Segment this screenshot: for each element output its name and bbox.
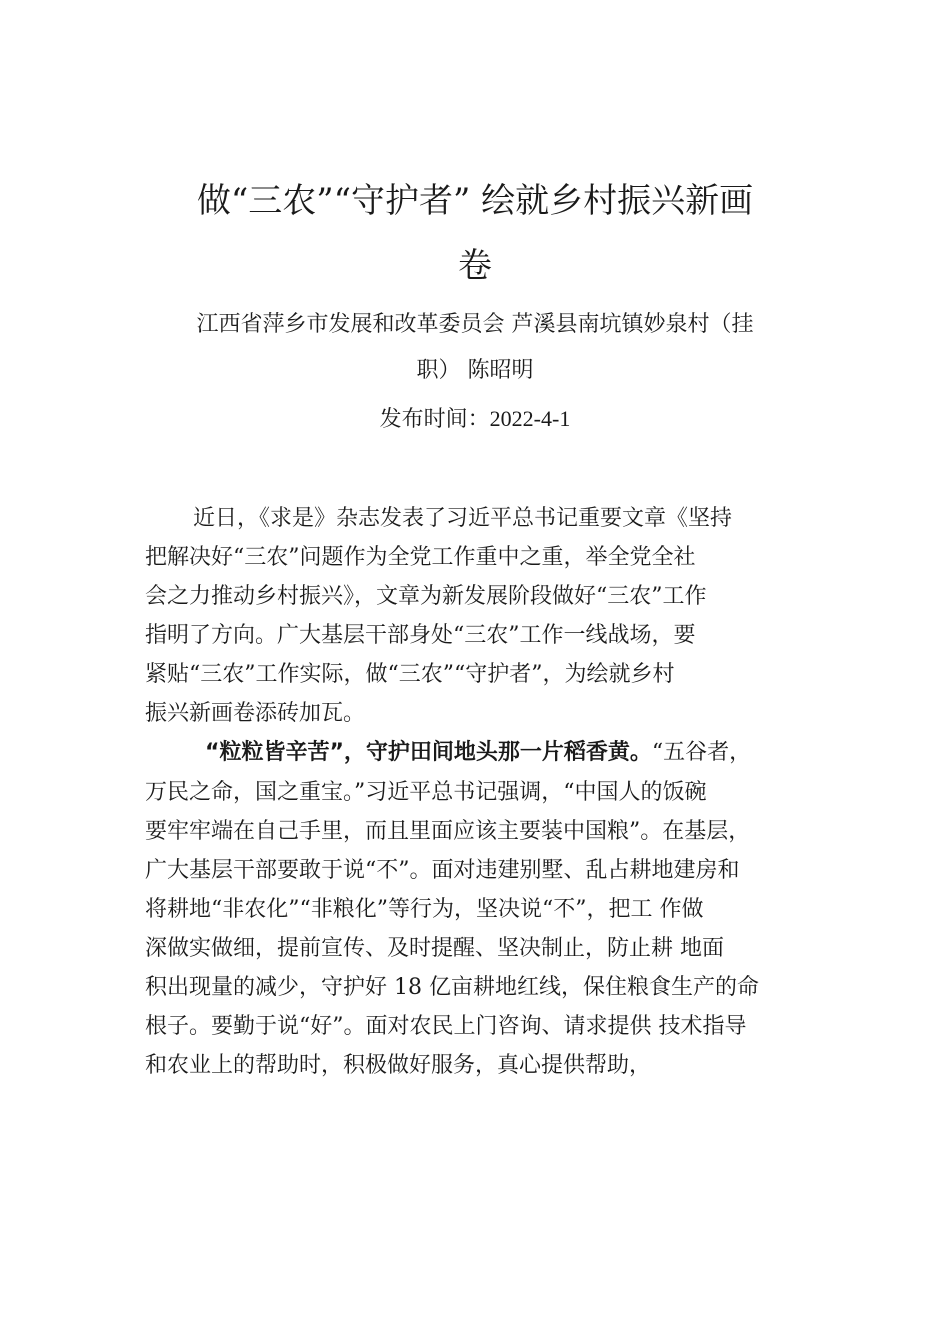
publish-date-label: 发布时间： [379,407,490,432]
paragraph-2-heading: “粒粒皆辛苦”，守护田间地头那一片稻香黄。 [205,740,652,765]
publish-date-value: 2022-4-1 [489,406,571,431]
paragraph-2-line-5: 将耕地“非农化”“非粮化”等行为，坚决说“不”，把工 作做 [145,897,704,922]
paragraph-2-line-2: 万民之命，国之重宝。”习近平总书记强调，“中国人的饭碗 [145,780,707,805]
paragraph-1-line-3: 会之力推动乡村振兴》，文章为新发展阶段做好“三农”工作 [145,584,707,609]
paragraph-1-line-2: 把解决好“三农”问题作为全党工作重中之重，举全党全社 [145,545,696,570]
paragraph-2-line-6: 深做实做细，提前宣传、及时提醒、坚决制止，防止耕 地面 [145,936,724,961]
paragraph-1-line-5: 紧贴“三农”工作实际，做“三农”“守护者”，为绘就乡村 [145,662,675,687]
paragraph-2-line-1 [205,738,751,768]
paragraph-1-line-1: 近日，《求是》杂志发表了习近平总书记重要文章《坚持 [193,506,733,531]
paragraph-1-line-4: 指明了方向。广大基层干部身处“三农”工作一线战场，要 [145,623,696,648]
author-affiliation-line-1: 江西省萍乡市发展和改革委员会 芦溪县南坑镇妙泉村（挂 [196,312,754,337]
paragraph-2-first-line-rest: “五谷者， [651,740,752,765]
paragraph-2-line-9: 和农业上的帮助时，积极做好服务，真心提供帮助， [145,1053,652,1078]
paragraph-2-line-3: 要牢牢端在自己手里，而且里面应该主要装中国粮”。在基层， [145,819,751,844]
article-title-line-1: 做“三农”“守护者” 绘就乡村振兴新画 [196,181,754,221]
paragraph-2-line-8: 根子。要勤于说“好”。面对农民上门咨询、请求提供 技术指导 [145,1014,747,1039]
paragraph-2-line-4: 广大基层干部要敢于说“不”。面对违建别墅、乱占耕地建房和 [145,858,740,883]
article-title-line-2: 卷 [458,246,492,286]
publish-date [140,404,810,435]
author-affiliation-line-2: 职） 陈昭明 [416,358,534,383]
paragraph-2-line-7: 积出现量的减少，守护好 18 亿亩耕地红线，保住粮食生产的命 [145,975,759,1000]
paragraph-1-line-6: 振兴新画卷添砖加瓦。 [145,701,366,726]
